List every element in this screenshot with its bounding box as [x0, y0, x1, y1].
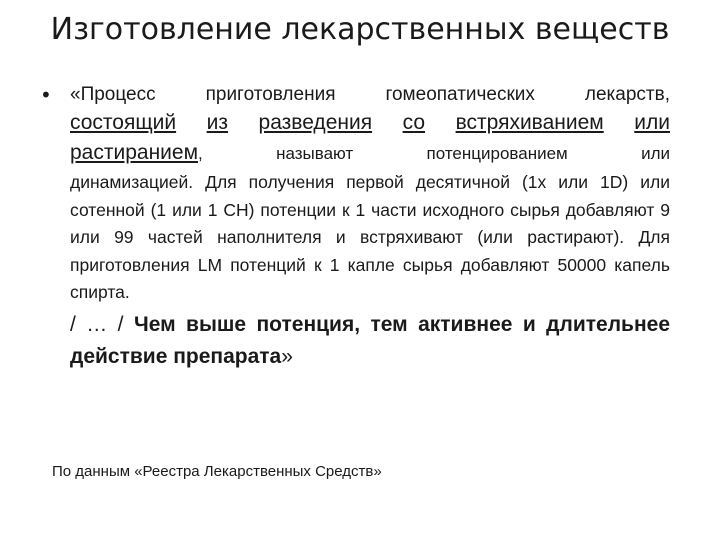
underlined-word: растиранием	[70, 141, 199, 164]
underlined-word: со	[402, 111, 426, 134]
underlined-word: из	[206, 111, 228, 134]
quote-line-1: «Процесс приготовления гомеопатических лекарств,	[70, 84, 670, 105]
quote-line-3	[70, 138, 670, 169]
source-note: По данным «Реестра Лекарственных Средств»	[52, 463, 382, 480]
underlined-word: или	[634, 111, 670, 134]
underlined-word: встряхиванием	[455, 111, 604, 134]
slide-title: Изготовление лекарственных веществ	[50, 12, 670, 47]
quote-body	[70, 82, 670, 373]
quote-emphasis	[70, 309, 670, 373]
quote-line-2	[70, 108, 670, 138]
underlined-word: состоящий	[70, 111, 177, 134]
quote-paragraph: динамизацией. Для получения первой десятичной (1х или 1D) или сотенной (1 или 1 СН) потенции к 1 части исходного сырья добавляют 9 или 99 частей наполнителя и встряхивают (или растирают). Для приготовления LM потенций к 1 капле сырья добавляют 50000 капель спирта.	[70, 172, 670, 302]
emphasis-text: Чем выше потенция, тем активнее и длительнее действие препарата	[70, 312, 671, 368]
closing-quote: »	[281, 344, 293, 368]
bullet-icon: •	[40, 83, 52, 107]
ellipsis-mark: / … /	[70, 312, 124, 336]
quote-line-3-rest: , называют потенцированием или	[198, 144, 670, 163]
underlined-word: разведения	[258, 111, 373, 134]
